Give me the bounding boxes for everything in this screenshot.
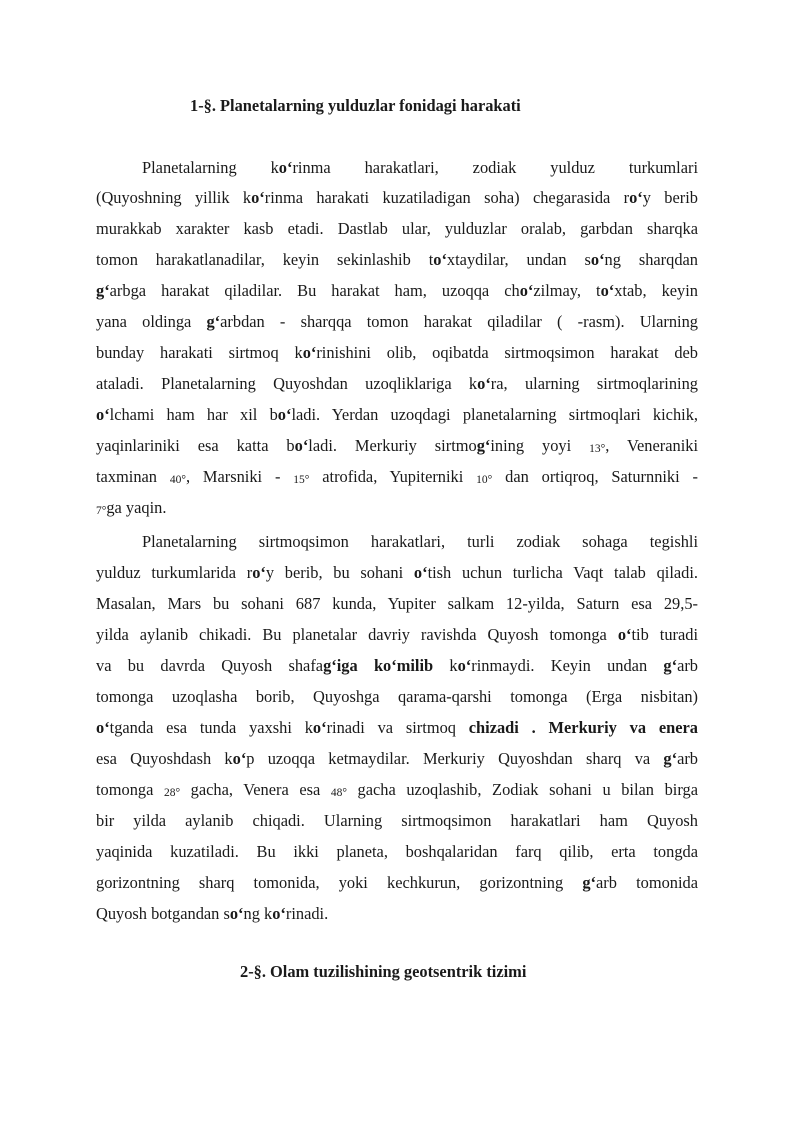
- text-line: tomonga uzoqlasha borib, Quyoshga qarama-qarshi tomonga (Erga nisbitan): [96, 687, 698, 706]
- text-line: Quyosh botgandan so‘ng ko‘rinadi.: [96, 904, 329, 923]
- text-line: 7°ga yaqin.: [96, 498, 167, 517]
- text-line: Masalan, Mars bu sohani 687 kunda, Yupiter salkam 12-yilda, Saturn esa 29,5-: [96, 594, 698, 613]
- text-line: Planetalarning sirtmoqsimon harakatlari, turli zodiak sohaga tegishli: [142, 532, 698, 551]
- text-line: (Quyoshning yillik ko‘rinma harakati kuzatiladigan soha) chegarasida ro‘y berib: [96, 188, 698, 207]
- text-line: va bu davrda Quyosh shafag‘iga ko‘milib ko‘rinmaydi. Keyin undan g‘arb: [96, 656, 698, 675]
- text-line: o‘tganda esa tunda yaxshi ko‘rinadi va sirtmoq chizadi . Merkuriy va enera: [96, 718, 698, 737]
- section-heading-2: 2-§. Olam tuzilishining geotsentrik tizimi: [240, 962, 527, 981]
- text-line: o‘lchami ham har xil bo‘ladi. Yerdan uzoqdagi planetalarning sirtmoqlari kichik,: [96, 405, 698, 424]
- text-line: yaqinida kuzatiladi. Bu ikki planeta, boshqalaridan farq qilib, erta tongda: [96, 842, 698, 861]
- text-line: esa Quyoshdash ko‘p uzoqqa ketmaydilar. Merkuriy Quyoshdan sharq va g‘arb: [96, 749, 698, 768]
- text-line: murakkab xarakter kasb etadi. Dastlab ular, yulduzlar oralab, garbdan sharqka: [96, 219, 698, 238]
- text-line: tomon harakatlanadilar, keyin sekinlashib to‘xtaydilar, undan so‘ng sharqdan: [96, 250, 698, 269]
- section-heading-1: 1-§. Planetalarning yulduzlar fonidagi harakati: [190, 96, 521, 115]
- text-line: yilda aylanib chikadi. Bu planetalar davriy ravishda Quyosh tomonga o‘tib turadi: [96, 625, 698, 644]
- text-line: bunday harakati sirtmoq ko‘rinishini olib, oqibatda sirtmoqsimon harakat deb: [96, 343, 698, 362]
- text-line: gorizontning sharq tomonida, yoki kechkurun, gorizontning g‘arb tomonida: [96, 873, 698, 892]
- text-line: ataladi. Planetalarning Quyoshdan uzoqliklariga ko‘ra, ularning sirtmoqlarining: [96, 374, 698, 393]
- text-line: yana oldinga g‘arbdan - sharqqa tomon harakat qiladilar ( -rasm). Ularning: [96, 312, 698, 331]
- text-line: g‘arbga harakat qiladilar. Bu harakat ham, uzoqqa cho‘zilmay, to‘xtab, keyin: [96, 281, 698, 300]
- text-line: yaqinlariniki esa katta bo‘ladi. Merkuriy sirtmog‘ining yoyi 13°, Veneraniki: [96, 436, 698, 455]
- text-line: taxminan 40°, Marsniki - 15° atrofida, Yupiterniki 10° dan ortiqroq, Saturnniki -: [96, 467, 698, 486]
- text-line: Planetalarning ko‘rinma harakatlari, zodiak yulduz turkumlari: [142, 158, 698, 177]
- text-line: yulduz turkumlarida ro‘y berib, bu sohani o‘tish uchun turlicha Vaqt talab qiladi.: [96, 563, 698, 582]
- text-line: bir yilda aylanib chiqadi. Ularning sirtmoqsimon harakatlari ham Quyosh: [96, 811, 698, 830]
- text-line: tomonga 28° gacha, Venera esa 48° gacha uzoqlashib, Zodiak sohani u bilan birga: [96, 780, 698, 799]
